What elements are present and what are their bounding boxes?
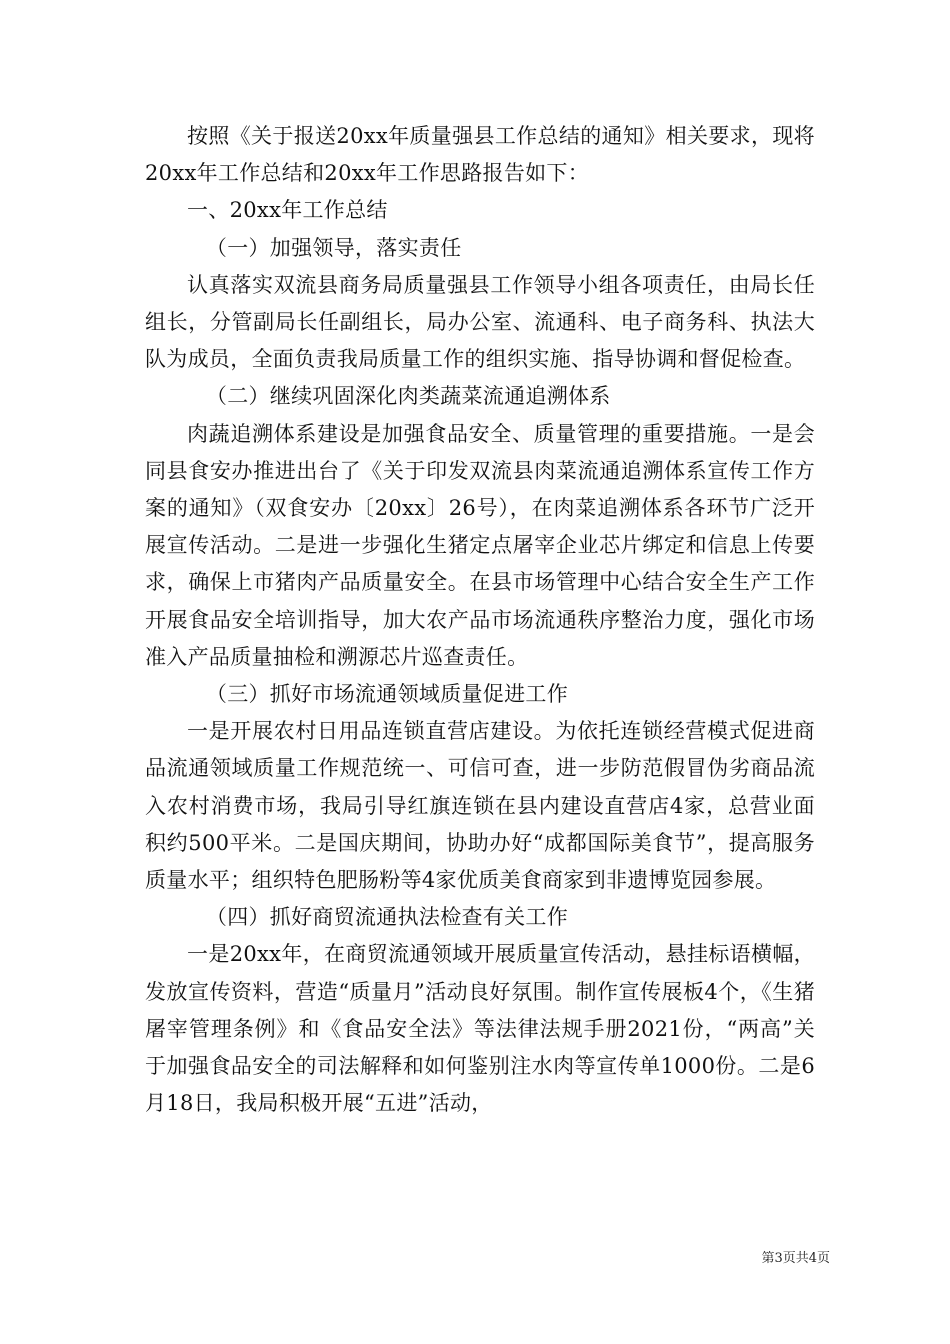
paragraph-traceability: 肉蔬追溯体系建设是加强食品安全、质量管理的重要措施。一是会同县食安办推进出台了《关于印发双流县肉菜流通追溯体系宣传工作方案的通知》（双食安办〔20xx〕26号），在肉菜追溯体系各环节广泛开展宣传活动。二是进一步强化生猪定点屠宰企业芯片绑定和信息上传要求，确保上市猪肉产品质量安全。在县市场管理中心结合安全生产工作开展食品安全培训指导，加大农产品市场流通秩序整治力度，强化市场准入产品质量抽检和溯源芯片巡查责任。 bbox=[145, 421, 815, 669]
subsection-heading-3: （三）抓好市场流通领域质量促进工作 bbox=[205, 682, 568, 707]
paragraph-leadership: 认真落实双流县商务局质量强县工作领导小组各项责任，由局长任组长，分管副局长任副组长，局办公室、流通科、电子商务科、执法大队为成员，全面负责我局质量工作的组织实施、指导协调和督促检查。 bbox=[145, 272, 815, 372]
subsection-heading-2: （二）继续巩固深化肉类蔬菜流通追溯体系 bbox=[205, 384, 611, 409]
section-heading-summary: 一、20xx年工作总结 bbox=[187, 198, 388, 223]
paragraph-intro: 按照《关于报送20xx年质量强县工作总结的通知》相关要求，现将20xx年工作总结和20xx年工作思路报告如下： bbox=[145, 124, 815, 186]
document-body bbox=[145, 118, 815, 1122]
subsection-heading-1: （一）加强领导，落实责任 bbox=[205, 235, 462, 260]
page-number-footer: 第3页共4页 bbox=[761, 1251, 830, 1266]
paragraph-enforcement: 一是20xx年，在商贸流通领域开展质量宣传活动，悬挂标语横幅，发放宣传资料，营造“质量月”活动良好氛围。制作宣传展板4个，《生猪屠宰管理条例》和《食品安全法》等法律法规手册2021份，“两高”关于加强食品安全的司法解释和如何鉴别注水肉等宣传单1000份。二是6月18日，我局积极开展“五进”活动， bbox=[145, 942, 815, 1116]
subsection-heading-4: （四）抓好商贸流通执法检查有关工作 bbox=[205, 905, 568, 930]
paragraph-market-quality: 一是开展农村日用品连锁直营店建设。为依托连锁经营模式促进商品流通领域质量工作规范统一、可信可查，进一步防范假冒伪劣商品流入农村消费市场，我局引导红旗连锁在县内建设直营店4家，总营业面积约500平米。二是国庆期间，协助办好“成都国际美食节”，提高服务质量水平；组织特色肥肠粉等4家优质美食商家到非遗博览园参展。 bbox=[145, 719, 815, 893]
